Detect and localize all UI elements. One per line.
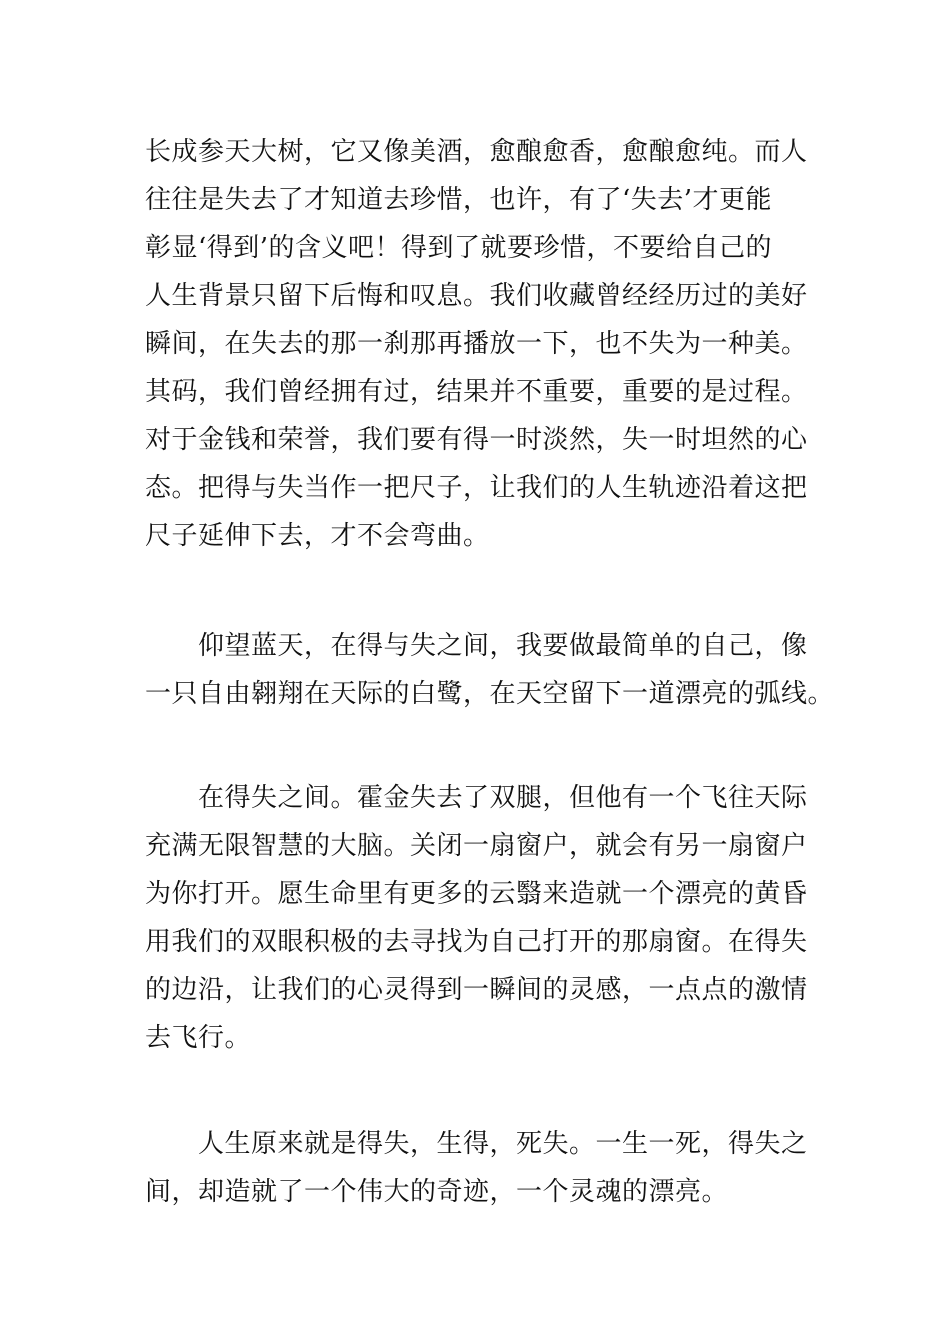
text-line: 对于金钱和荣誉，我们要有得一时淡然，失一时坦然的心 xyxy=(145,425,808,455)
text-line: 往往是失去了才知道去珍惜，也许，有了‘失去’才更能 xyxy=(145,185,773,215)
text-line: 仰望蓝天，在得与失之间，我要做最简单的自己，像 xyxy=(145,631,808,661)
text-line: 瞬间，在失去的那一刹那再播放一下，也不失为一种美。 xyxy=(145,329,808,359)
text-line: 人生原来就是得失，生得，死失。一生一死，得失之 xyxy=(145,1129,808,1159)
text-line: 去飞行。 xyxy=(145,1023,252,1053)
text-line: 彰显‘得到’的含义吧！得到了就要珍惜，不要给自己的 xyxy=(145,233,773,263)
text-line: 的边沿，让我们的心灵得到一瞬间的灵感，一点点的激情 xyxy=(145,975,808,1005)
text-line: 间，却造就了一个伟大的奇迹，一个灵魂的漂亮。 xyxy=(145,1177,729,1207)
text-line: 为你打开。愿生命里有更多的云翳来造就一个漂亮的黄昏 xyxy=(145,879,808,909)
text-line: 一只自由翱翔在天际的白鹭，在天空留下一道漂亮的弧线。 xyxy=(145,679,835,709)
text-line: 在得失之间。霍金失去了双腿，但他有一个飞往天际 xyxy=(145,783,808,813)
text-line: 用我们的双眼积极的去寻找为自己打开的那扇窗。在得失 xyxy=(145,927,808,957)
text-line: 充满无限智慧的大脑。关闭一扇窗户，就会有另一扇窗户 xyxy=(145,831,808,861)
text-line: 其码，我们曾经拥有过，结果并不重要，重要的是过程。 xyxy=(145,377,808,407)
text-line: 尺子延伸下去，才不会弯曲。 xyxy=(145,521,490,551)
text-line: 态。把得与失当作一把尺子，让我们的人生轨迹沿着这把 xyxy=(145,473,808,503)
text-line: 人生背景只留下后悔和叹息。我们收藏曾经经历过的美好 xyxy=(145,281,808,311)
text-line: 长成参天大树，它又像美酒，愈酿愈香，愈酿愈纯。而人 xyxy=(145,137,808,167)
